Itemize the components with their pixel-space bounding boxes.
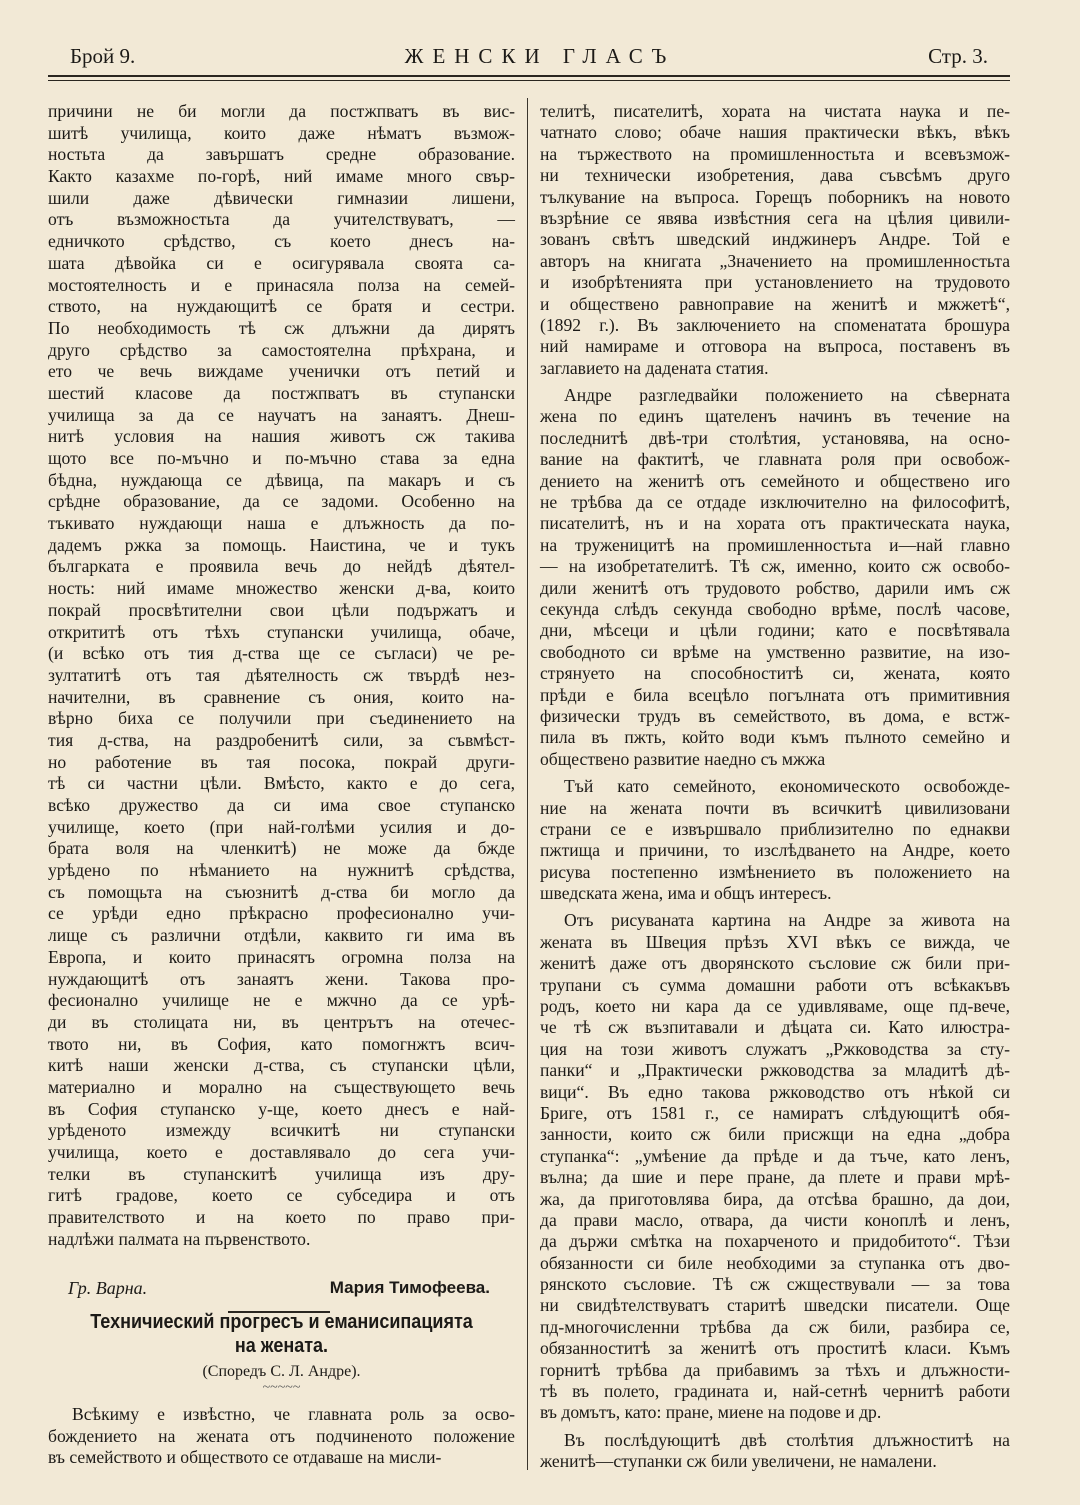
text-line: авторъ на книгата „Значението на промишленностьта: [540, 250, 1010, 271]
text-line: друго срѣдство за самостоятелна прѣхрана, и: [48, 339, 515, 360]
text-line: твото ни, въ София, като помогнжтъ всич-: [48, 1033, 515, 1054]
text-line: жа, да приготовлява бира, да отсѣва брашно, да дои,: [540, 1188, 1010, 1209]
text-line: въ домътъ, като: пране, миене на подове и др.: [540, 1402, 882, 1423]
text-line: Тъй като семейното, економическото освобожде-: [564, 776, 1010, 797]
text-line: нуждающитѣ отъ занаятъ жени. Такова про-: [48, 968, 515, 989]
text-line: училища за да се научатъ на занаятъ. Днеш-: [48, 404, 515, 425]
text-line: нитѣ условия на нашия животъ сж такива: [48, 426, 515, 447]
left-column: [48, 101, 515, 1256]
text-line: тълкувание на въпроса. Горещъ поборникъ на новото: [540, 186, 1010, 207]
text-line: брата воля на членкитѣ) не може да бжде: [48, 838, 515, 859]
text-line: жената въ Швеция прѣзъ XVI вѣкъ се вижда, че: [540, 931, 1010, 952]
text-line: ступанка“: „умѣение да прѣде и да тъче, като ленъ,: [540, 1145, 1010, 1166]
text-line: вици“. Въ едно такова ржководство отъ нѣкой си: [540, 1081, 1010, 1102]
text-line: заглавието на дадената статия.: [540, 357, 769, 378]
text-line: телитѣ, писателитѣ, хората на чистата наука и пе-: [540, 101, 1010, 121]
text-line: се урѣди едно прѣкрасно професионално учи-: [48, 903, 515, 924]
text-line: бѣдна, нуждающа се дѣвица, па макаръ и съ: [48, 469, 515, 490]
header-rule-thin: [48, 80, 1010, 81]
text-line: на тържеството на промишленностьта и всевъзмож-: [540, 143, 1010, 164]
text-line: но работение въ тая посока, покрай други-: [48, 751, 515, 772]
text-line: рянското съсловие. Тѣ сж сжществували — за това: [540, 1274, 1010, 1295]
text-line: занности, които сж били присжщи на една „добра: [540, 1124, 1010, 1145]
text-line: Въ послѣдующитѣ двѣ столѣтия длъжноститѣ на: [564, 1429, 1010, 1450]
text-line: женитѣ—ступанки сж били увеличени, не намалени.: [540, 1451, 937, 1472]
text-line: начителни, въ сравнение съ ония, които на-: [48, 686, 515, 707]
text-line: Европа, и които принасятъ огромна полза на: [48, 946, 515, 967]
text-line: обязанности си биле необходими за ступанка отъ дво-: [540, 1252, 1010, 1273]
text-line: шестий класове да постжпватъ въ ступански: [48, 382, 515, 403]
signature-place: Гр. Варна.: [68, 1278, 148, 1298]
text-line: (и всѣко отъ тия д-ства ще се съгласи) че ре-: [48, 643, 515, 664]
paragraph: [48, 101, 515, 1250]
text-line: Всѣкиму е извѣстно, че главната роль за осво-: [72, 1404, 515, 1424]
article-body: [48, 1404, 515, 1475]
text-line: на труженицитѣ на промишленностьта и—най главно: [540, 534, 1010, 555]
text-line: (1892 г.). Въ заключението на споменатата брошура: [540, 314, 1010, 335]
signature-author: Мария Тимофеева.: [329, 1278, 490, 1297]
text-line: тѣ въ полето, градината и, най-сетнѣ чернитѣ работи: [540, 1381, 1010, 1402]
text-line: зованъ свѣтъ шведский инджинеръ Андре. Той е: [540, 229, 1010, 250]
text-line: не трѣбва да се отдаде изключително на философитѣ,: [540, 492, 1010, 513]
text-line: пила въ пжть, който води къмъ пълното семейно и: [540, 727, 1010, 748]
text-line: надлѣжи палмата на първенството.: [48, 1228, 311, 1249]
paragraph: [540, 910, 1010, 1423]
text-line: лище съ различни отдѣли, каквито ги има въ: [48, 925, 515, 946]
text-line: прѣди е била всецѣло погълната отъ примитивния: [540, 684, 1010, 705]
page-number: Стр. 3.: [928, 44, 988, 68]
text-line: отъ възможностьта да учителствуватъ, —: [48, 209, 515, 230]
text-line: телки въ ступанскитѣ училища изъ дру-: [48, 1163, 515, 1184]
text-line: и обществено равноправие на женитѣ и мжжетѣ“,: [540, 293, 1010, 314]
text-line: дни, мѣсеци и цѣли години; като е посвѣтявала: [540, 620, 1010, 641]
article-title: [71, 1310, 491, 1358]
right-column: [540, 101, 1010, 1479]
text-line: тъкивато нуждающи наша е длъжность да по-: [48, 513, 515, 534]
text-line: страни се е извършвало приблизително по еднакви: [540, 818, 1010, 839]
text-line: дението на женитѣ отъ семейното и обществено иго: [540, 470, 1010, 491]
text-line: последнитѣ двѣ-три столѣтия, установява, на осно-: [540, 427, 1010, 448]
column-divider: [527, 98, 528, 1470]
text-line: Както казахме по-горѣ, ний имаме много свър-: [48, 166, 515, 187]
text-line: шата дѣвойка си е осигурявала своята са-: [48, 252, 515, 273]
text-line: да държи смѣтка на похарченото и придобитото“. Тѣзи: [540, 1231, 1010, 1252]
text-line: обязанноститѣ за женитѣ отъ проститѣ класи. Къмъ: [540, 1338, 1010, 1359]
text-line: китѣ наши женски д-ства, съ ступански цѣли,: [48, 1055, 515, 1076]
text-line: дили женитѣ отъ трудовото робство, дарили имъ сж: [540, 577, 1010, 598]
text-line: шведската жена, има и общъ интересъ.: [540, 883, 832, 904]
text-line: тия д-ства, на раздробенитѣ сили, за съвмѣст-: [48, 729, 515, 750]
text-line: панки“ и „Практически ржководства за младитѣ дѣ-: [540, 1060, 1010, 1081]
text-line: трупани съ сумма домашни работи отъ всѣкакъвъ: [540, 974, 1010, 995]
text-line: покрай просвѣтителни свои цѣли подържатъ и: [48, 599, 515, 620]
text-line: жена по единъ щателенъ начинъ въ течение на: [540, 406, 1010, 427]
text-line: ди въ столицата ни, въ центрътъ на отечес-: [48, 1011, 515, 1032]
text-line: шитѣ училища, които даже нѣматъ възмож-: [48, 122, 515, 143]
text-line: тѣ си частни цѣли. Вмѣсто, както е до сега,: [48, 773, 515, 794]
text-line: правителството и на което по право при-: [48, 1207, 515, 1228]
newspaper-title: ЖЕНСКИ ГЛАСЪ: [404, 44, 676, 68]
text-line: и изобрѣтенията при установлението на трудовото: [540, 272, 1010, 293]
text-line: гитѣ градове, което се субседира и отъ: [48, 1185, 515, 1206]
text-line: По необходимость тѣ сж длъжни да дирятъ: [48, 317, 515, 338]
text-line: ция на този животъ служатъ „Ржководства за сту-: [540, 1038, 1010, 1059]
text-line: обществено развитие наедно съ мжжа: [540, 748, 826, 769]
text-line: ностьта да завършатъ средне образование.: [48, 144, 515, 165]
text-line: родъ, което ни кара да се удивляваме, още пд-вече,: [540, 996, 1010, 1017]
text-line: Бриге, отъ 1581 г., се намиратъ слѣдующитѣ обя-: [540, 1102, 1010, 1123]
text-line: щото все по-мъчно и по-мъчно става за една: [48, 448, 515, 468]
text-line: физически трудъ въ семейството, въ дома, е встж-: [540, 705, 1010, 726]
text-line: да прави масло, отвара, да чисти коноплѣ и ленъ,: [540, 1209, 1010, 1230]
text-line: вълна; да шие и пере пране, да плете и прави мрѣ-: [540, 1167, 1010, 1188]
text-line: бождението на жената отъ подчиненото положение: [48, 1425, 515, 1446]
article-title-line: на жената.: [234, 1335, 329, 1357]
text-line: въ София ступанско у-ще, което днесъ е най-: [48, 1098, 515, 1119]
text-line: фесионално училище не е мжчно да се урѣ-: [48, 990, 515, 1011]
text-line: открититѣ отъ тѣхъ ступански училища, обаче,: [48, 621, 515, 642]
text-line: урѣдено по нѣманието на нужнитѣ срѣдства,: [48, 860, 515, 881]
text-line: Отъ рисуваната картина на Андре за живота на: [564, 910, 1010, 931]
header-rule: [48, 75, 1010, 77]
text-line: чатнато слово; обаче нашия практически вѣкъ, вѣкъ: [540, 122, 1010, 143]
text-line: урѣденото измежду всичкитѣ ни ступански: [48, 1120, 515, 1141]
text-line: възрѣние се явява извѣстния сега на цѣлия цивили-: [540, 207, 1010, 228]
text-line: срѣдне образование, да се задоми. Особенно на: [48, 491, 515, 512]
article-subtitle: (Споредъ С. Л. Андре).: [202, 1363, 361, 1380]
text-line: дадемъ ржка за помощь. Наистина, че и тукъ: [48, 534, 515, 555]
text-line: писателитѣ, нъ и на хората отъ практическата наука,: [540, 513, 1010, 534]
text-line: едничкото срѣдство, съ което днесъ на-: [48, 231, 515, 252]
text-line: всѣко дружество да си има свое ступанско: [48, 795, 515, 815]
paragraph: [48, 1404, 515, 1469]
paragraph: [540, 101, 1010, 379]
text-line: рисува постепенно измѣнението въ положението на: [540, 861, 1010, 882]
text-line: секунда слѣдъ секунда свободно врѣме, послѣ часове,: [540, 598, 1010, 619]
paragraph: [540, 385, 1010, 770]
text-line: съ помощьта на съюзнитѣ д-ства би могло да: [48, 881, 515, 902]
text-line: българката е проявила вечь до нейдѣ дѣятел-: [48, 556, 515, 577]
text-line: училище, което (при най-голѣми усилия и до-: [48, 816, 515, 837]
text-line: училища, което е доставлявало до сега учи-: [48, 1142, 515, 1162]
text-line: ний намираме и отговора на въпроса, поставенъ въ: [540, 336, 1010, 357]
text-line: свободното си врѣме на умственно развитие, на изо-: [540, 641, 1010, 662]
paragraph: [540, 776, 1010, 904]
text-line: причини не би могли да постжпватъ въ вис-: [48, 101, 515, 121]
text-line: пжтища и причини, то изслѣдването на Андре, което: [540, 840, 1010, 861]
text-line: пд-многочисленни трѣбва да сж били, разбира се,: [540, 1316, 1010, 1337]
ornament: ~~~~~: [262, 1380, 301, 1395]
text-line: ние на жената почти въ всичкитѣ цивилизовани: [540, 797, 1010, 818]
text-line: че тѣ сж възпитавали и дѣцата си. Като илюстра-: [540, 1017, 1010, 1038]
text-line: горнитѣ трѣбва да прибавимъ за тѣхъ и длъжности-: [540, 1359, 1010, 1380]
text-line: ни свидѣтелствуватъ старитѣ шведски писатели. Още: [540, 1295, 1010, 1316]
text-line: мостоятелность и е принасяла полза на семей-: [48, 274, 515, 295]
text-line: шили даже дѣвически гимназии лишени,: [48, 187, 515, 208]
article-title-line: Техничиеский прогресъ и еманисипацията: [90, 1311, 473, 1333]
text-line: Андре разгледвайки положението на сѣверната: [564, 385, 1010, 406]
text-line: въ семейството и обществото се отдаваше на мисли-: [48, 1447, 442, 1468]
text-line: ството, на нуждающитѣ се братя и сестри.: [48, 296, 515, 317]
text-line: ето че вечь виждаме ученички отъ петий и: [48, 361, 515, 382]
text-line: женитѣ даже отъ дворянското съсловие сж били при-: [540, 953, 1010, 974]
text-line: зултатитѣ отъ тая дѣятелность сж твърдѣ нез-: [48, 664, 515, 685]
text-line: вание на фактитѣ, че главната роля при освобож-: [540, 449, 1010, 470]
text-line: ни технически изобретения, дава съвсѣмъ друго: [540, 165, 1010, 186]
paragraph: [540, 1430, 1010, 1473]
text-line: материално и морално на съществующето вечь: [48, 1076, 515, 1097]
issue-number: Брой 9.: [70, 44, 136, 68]
text-line: — на изобретателитѣ. Тѣ сж, именно, които сж освобо-: [540, 556, 1010, 577]
text-line: вѣрно биха се получили при съединението на: [48, 708, 515, 729]
text-line: ность: ний имаме множество женски д-ва, които: [48, 578, 515, 599]
text-line: стрянуето на способноститѣ си, жената, която: [540, 663, 1010, 684]
